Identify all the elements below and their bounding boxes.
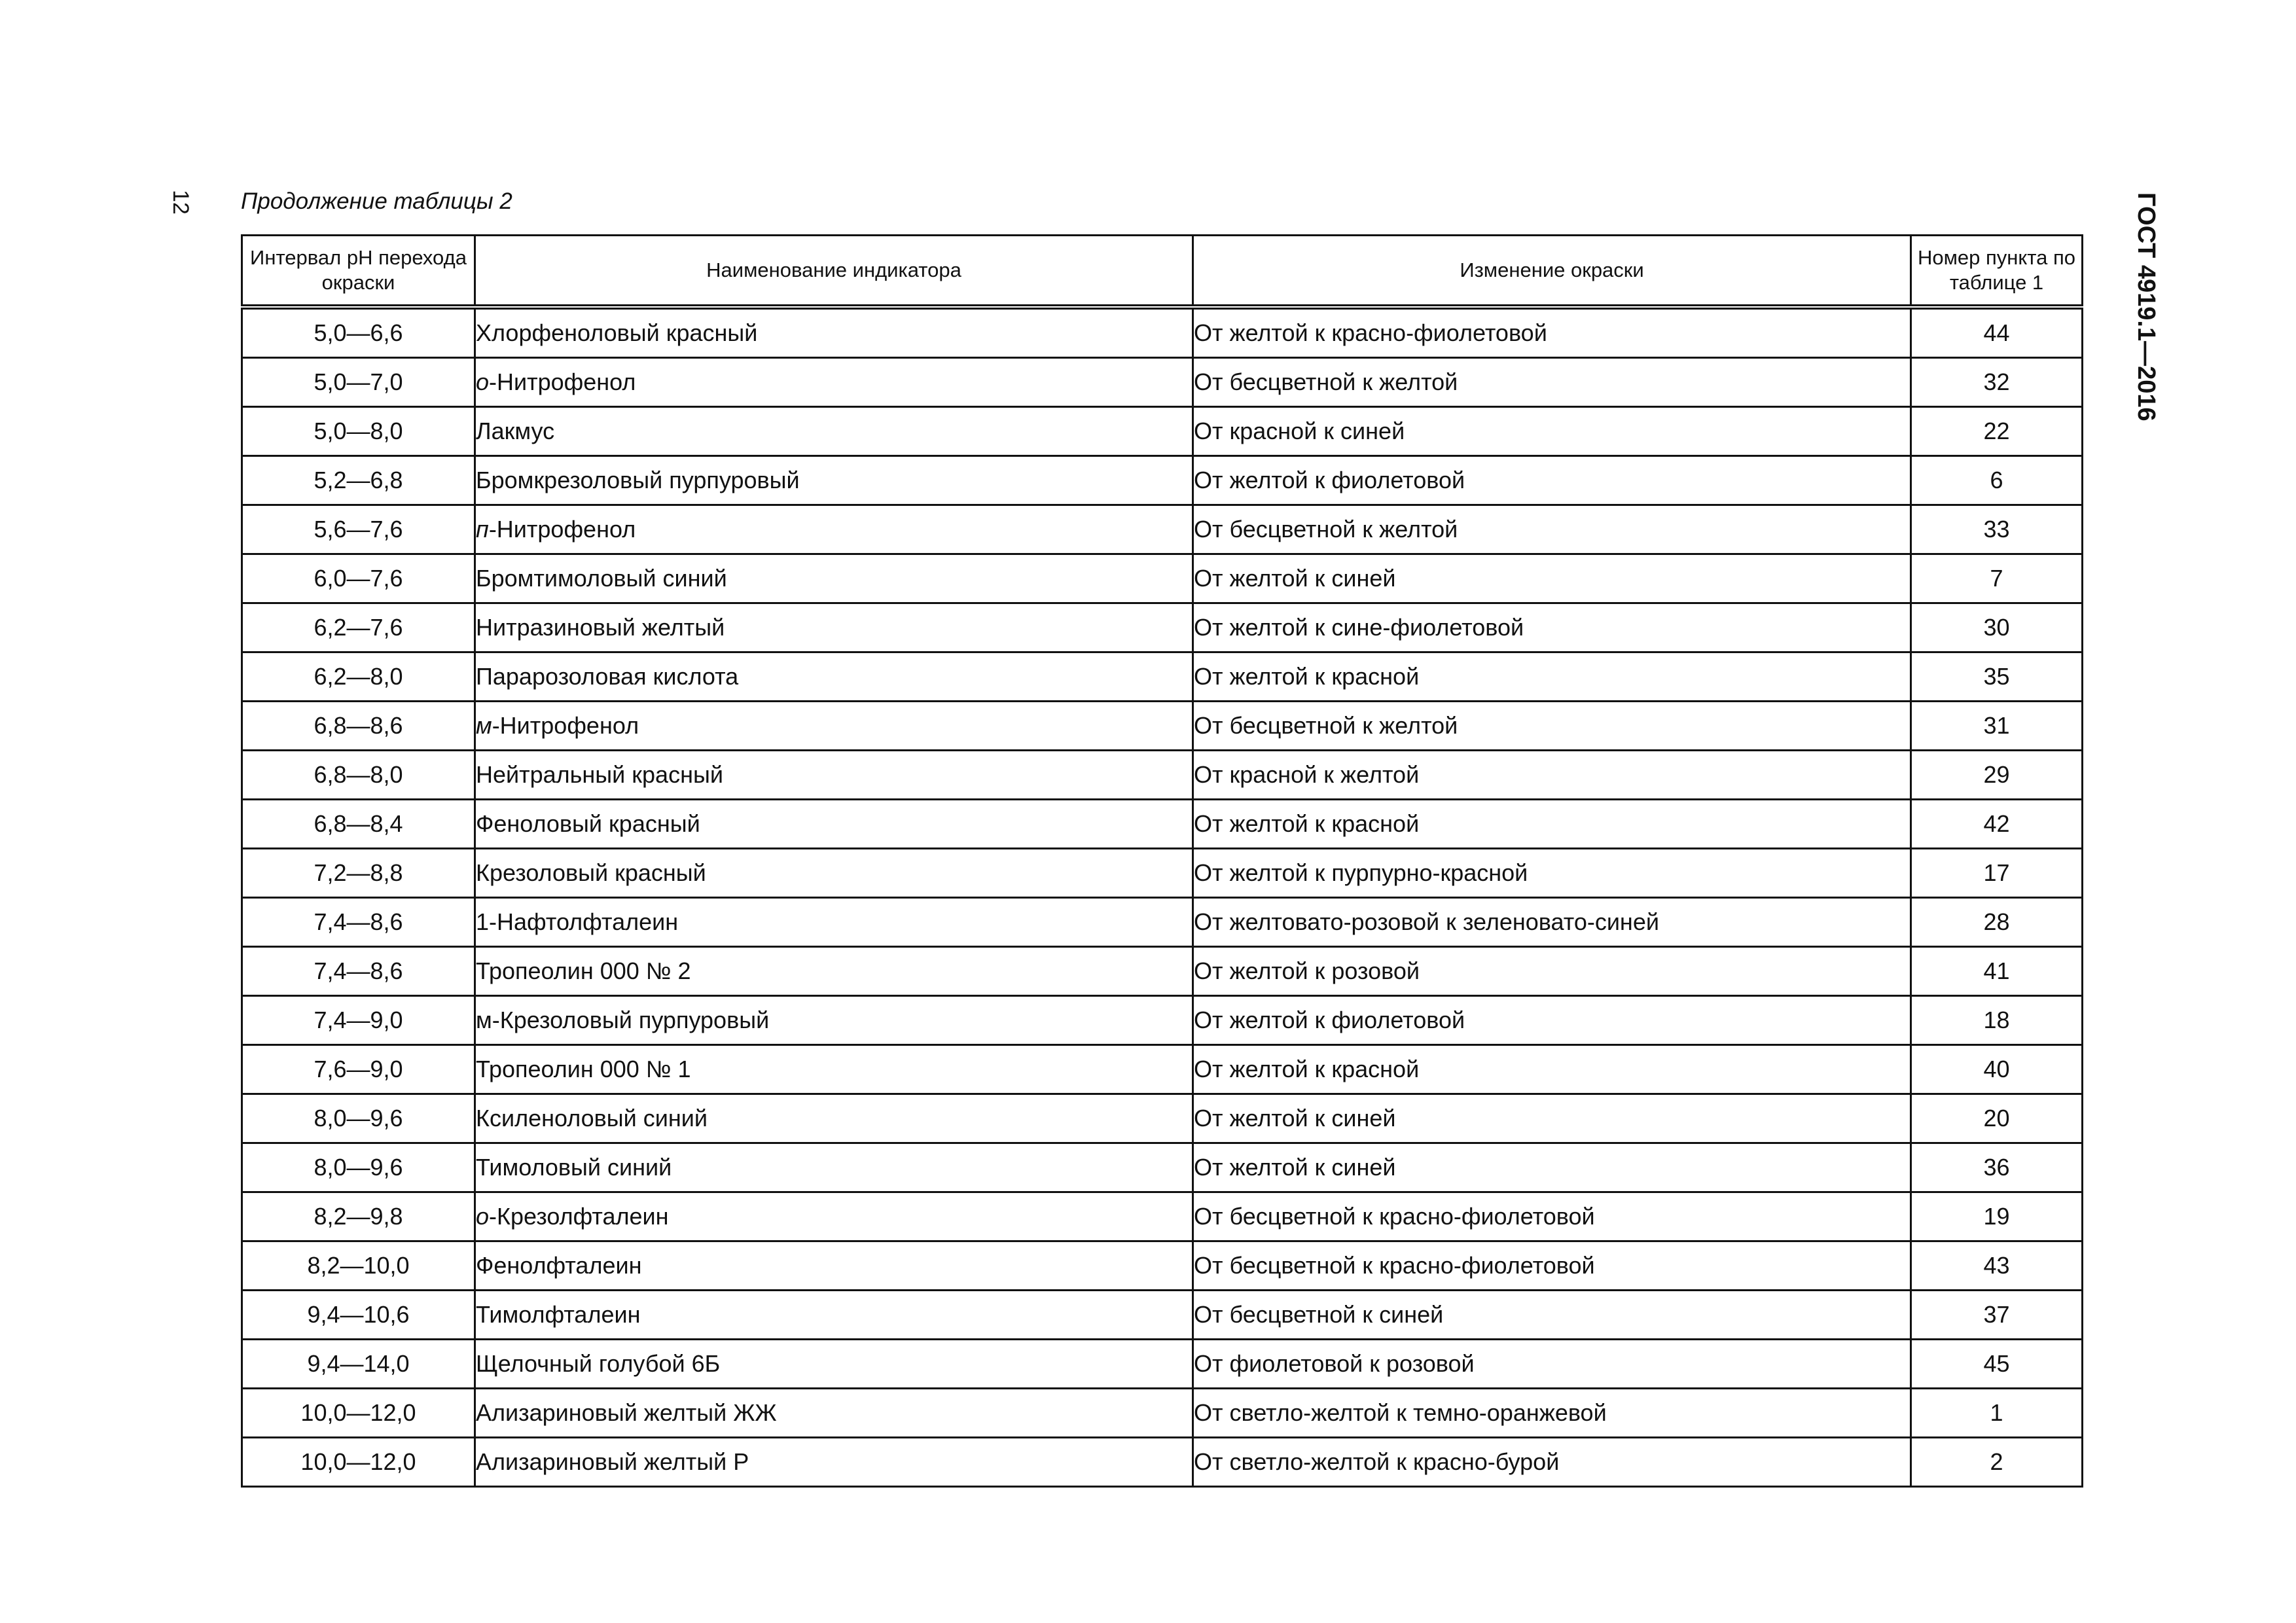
cell-ph-interval: 8,0—9,6 [242,1094,475,1143]
cell-item-number: 31 [1911,702,2083,751]
cell-ph-interval: 8,2—9,8 [242,1192,475,1241]
indicator-name-text: 1-Нафтолфталеин [476,908,679,935]
cell-item-number: 40 [1911,1045,2083,1094]
table-row [242,554,2083,603]
table-header-row [242,236,2083,308]
header-indicator-name: Наименование индикатора [475,236,1193,308]
cell-item-number: 19 [1911,1192,2083,1241]
cell-item-number: 44 [1911,307,2083,358]
indicator-name-text: м-Крезоловый пурпуровый [476,1007,770,1033]
cell-color-change: От бесцветной к желтой [1193,505,1911,554]
indicator-name-text: Лакмус [476,418,555,444]
cell-ph-interval: 10,0—12,0 [242,1389,475,1438]
indicator-name-text: Фенолфталеин [476,1252,642,1279]
cell-item-number: 35 [1911,652,2083,702]
indicator-name-text: -Нитрофенол [492,712,639,739]
cell-indicator-name [475,554,1193,603]
cell-color-change: От красной к синей [1193,407,1911,456]
cell-item-number: 32 [1911,358,2083,407]
indicator-name-text: Хлорфеноловый красный [476,319,758,346]
cell-ph-interval: 7,4—8,6 [242,947,475,996]
cell-indicator-name [475,1241,1193,1291]
cell-item-number: 30 [1911,603,2083,652]
cell-indicator-name [475,1045,1193,1094]
table-row [242,849,2083,898]
table-row [242,1192,2083,1241]
indicator-table [241,234,2083,1488]
indicator-name-text: Бромкрезоловый пурпуровый [476,467,800,493]
table-continuation-label: Продолжение таблицы 2 [241,188,512,214]
indicator-name-text: Тропеолин 000 № 2 [476,957,691,984]
cell-indicator-name [475,702,1193,751]
cell-color-change: От бесцветной к красно-фиолетовой [1193,1241,1911,1291]
cell-ph-interval: 6,2—7,6 [242,603,475,652]
indicator-name-text: Тимоловый синий [476,1154,672,1181]
table-row [242,358,2083,407]
table-row [242,407,2083,456]
cell-indicator-name [475,652,1193,702]
table-row [242,652,2083,702]
cell-ph-interval: 9,4—10,6 [242,1291,475,1340]
cell-item-number: 43 [1911,1241,2083,1291]
cell-indicator-name [475,800,1193,849]
cell-ph-interval: 8,2—10,0 [242,1241,475,1291]
cell-color-change: От желтой к пурпурно-красной [1193,849,1911,898]
cell-indicator-name [475,1291,1193,1340]
indicator-name-text: Тропеолин 000 № 1 [476,1056,691,1082]
header-color-change: Изменение окраски [1193,236,1911,308]
cell-ph-interval: 7,4—9,0 [242,996,475,1045]
cell-ph-interval: 6,8—8,0 [242,751,475,800]
cell-indicator-name [475,947,1193,996]
indicator-name-text: Парарозоловая кислота [476,663,739,690]
cell-color-change: От желтой к розовой [1193,947,1911,996]
table-body [242,307,2083,1487]
indicator-name-text: Крезоловый красный [476,859,706,886]
table-row [242,996,2083,1045]
cell-color-change: От желтой к красной [1193,1045,1911,1094]
cell-indicator-name [475,1192,1193,1241]
cell-item-number: 22 [1911,407,2083,456]
cell-color-change: От желтовато-розовой к зеленовато-синей [1193,898,1911,947]
cell-item-number: 18 [1911,996,2083,1045]
indicator-name-text: Нитразиновый желтый [476,614,725,641]
indicator-name-text: Ксиленоловый синий [476,1105,708,1132]
cell-ph-interval: 6,8—8,4 [242,800,475,849]
cell-ph-interval: 7,4—8,6 [242,898,475,947]
cell-color-change: От светло-желтой к темно-оранжевой [1193,1389,1911,1438]
cell-item-number: 28 [1911,898,2083,947]
cell-item-number: 29 [1911,751,2083,800]
cell-item-number: 6 [1911,456,2083,505]
table-row [242,1438,2083,1487]
cell-ph-interval: 5,0—6,6 [242,307,475,358]
cell-indicator-name [475,1340,1193,1389]
indicator-name-text: Бромтимоловый синий [476,565,727,592]
cell-indicator-name [475,1143,1193,1192]
indicator-name-text: -Нитрофенол [488,516,636,543]
cell-item-number: 42 [1911,800,2083,849]
cell-indicator-name [475,358,1193,407]
indicator-name-text: Нейтральный красный [476,761,723,788]
indicator-name-text: Ализариновый желтый Р [476,1448,749,1475]
cell-color-change: От желтой к красно-фиолетовой [1193,307,1911,358]
table-row [242,1340,2083,1389]
cell-item-number: 20 [1911,1094,2083,1143]
cell-indicator-name [475,307,1193,358]
table-row [242,947,2083,996]
cell-indicator-name [475,1389,1193,1438]
cell-ph-interval: 7,6—9,0 [242,1045,475,1094]
table-row [242,307,2083,358]
isomer-prefix: п [476,516,489,543]
cell-item-number: 41 [1911,947,2083,996]
cell-item-number: 36 [1911,1143,2083,1192]
cell-ph-interval: 6,0—7,6 [242,554,475,603]
isomer-prefix: о [476,1203,490,1230]
cell-color-change: От бесцветной к желтой [1193,358,1911,407]
cell-color-change: От желтой к синей [1193,1143,1911,1192]
cell-ph-interval: 6,2—8,0 [242,652,475,702]
table-row [242,1094,2083,1143]
cell-indicator-name [475,849,1193,898]
table-row [242,505,2083,554]
table-row [242,898,2083,947]
indicator-name-text: Щелочный голубой 6Б [476,1350,721,1377]
cell-ph-interval: 5,2—6,8 [242,456,475,505]
header-ph-interval: Интервал рН перехода окраски [242,236,475,308]
cell-ph-interval: 5,0—7,0 [242,358,475,407]
indicator-name-text: -Нитрофенол [489,368,636,395]
cell-color-change: От фиолетовой к розовой [1193,1340,1911,1389]
indicator-name-text: Ализариновый желтый ЖЖ [476,1399,777,1426]
table-row [242,603,2083,652]
cell-color-change: От желтой к синей [1193,1094,1911,1143]
table-row [242,456,2083,505]
cell-indicator-name [475,456,1193,505]
indicator-name-text: -Крезолфталеин [489,1203,669,1230]
cell-color-change: От желтой к сине-фиолетовой [1193,603,1911,652]
cell-item-number: 1 [1911,1389,2083,1438]
cell-ph-interval: 5,0—8,0 [242,407,475,456]
cell-color-change: От желтой к красной [1193,800,1911,849]
table-row [242,1045,2083,1094]
cell-item-number: 7 [1911,554,2083,603]
cell-item-number: 33 [1911,505,2083,554]
cell-color-change: От бесцветной к красно-фиолетовой [1193,1192,1911,1241]
indicator-name-text: Тимолфталеин [476,1301,641,1328]
cell-color-change: От бесцветной к желтой [1193,702,1911,751]
cell-color-change: От красной к желтой [1193,751,1911,800]
cell-indicator-name [475,1438,1193,1487]
cell-ph-interval: 10,0—12,0 [242,1438,475,1487]
cell-indicator-name [475,898,1193,947]
cell-ph-interval: 5,6—7,6 [242,505,475,554]
table-row [242,1143,2083,1192]
cell-color-change: От желтой к фиолетовой [1193,456,1911,505]
table-row [242,751,2083,800]
cell-ph-interval: 7,2—8,8 [242,849,475,898]
cell-color-change: От желтой к синей [1193,554,1911,603]
header-item-number: Номер пункта по таблице 1 [1911,236,2083,308]
table-row [242,1291,2083,1340]
indicator-name-text: Феноловый красный [476,810,700,837]
cell-color-change: От светло-желтой к красно-бурой [1193,1438,1911,1487]
cell-indicator-name [475,505,1193,554]
table-row [242,800,2083,849]
cell-item-number: 45 [1911,1340,2083,1389]
cell-ph-interval: 8,0—9,6 [242,1143,475,1192]
isomer-prefix: м [476,712,492,739]
cell-indicator-name [475,751,1193,800]
document-code: ГОСТ 4919.1—2016 [2132,192,2160,421]
table-row [242,1241,2083,1291]
cell-color-change: От желтой к фиолетовой [1193,996,1911,1045]
table-row [242,1389,2083,1438]
isomer-prefix: о [476,368,490,395]
cell-indicator-name [475,603,1193,652]
page-number: 12 [168,190,193,215]
cell-item-number: 37 [1911,1291,2083,1340]
cell-indicator-name [475,407,1193,456]
cell-color-change: От желтой к красной [1193,652,1911,702]
cell-ph-interval: 9,4—14,0 [242,1340,475,1389]
cell-indicator-name [475,1094,1193,1143]
cell-ph-interval: 6,8—8,6 [242,702,475,751]
cell-indicator-name [475,996,1193,1045]
cell-item-number: 17 [1911,849,2083,898]
table-row [242,702,2083,751]
cell-item-number: 2 [1911,1438,2083,1487]
cell-color-change: От бесцветной к синей [1193,1291,1911,1340]
